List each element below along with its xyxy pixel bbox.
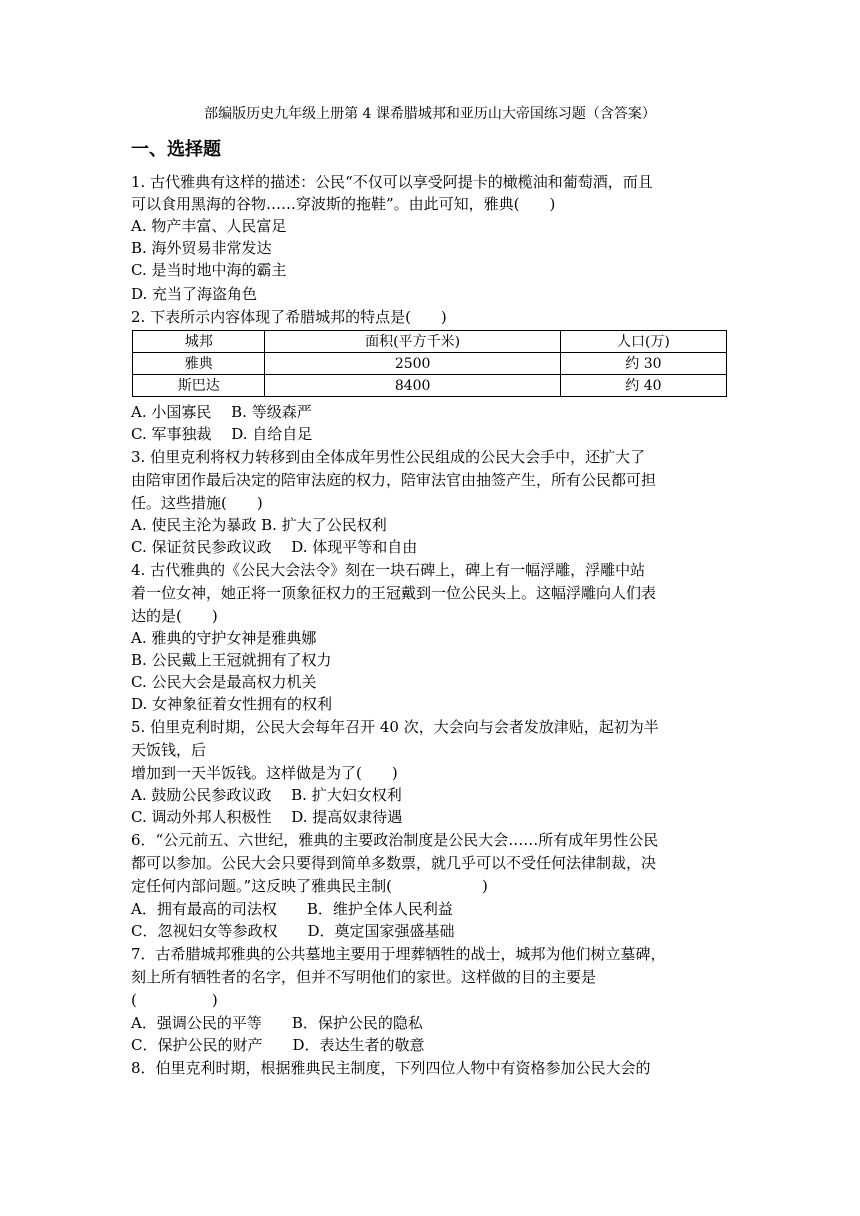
- text-line: 7．古希腊城邦雅典的公共墓地主要用于埋葬牺牲的战士，城邦为他们树立墓碑，: [131, 945, 666, 963]
- text-line: 天饭钱，后: [131, 741, 207, 759]
- text-line: C．保护公民的财产 D．表达生者的敬意: [131, 1036, 425, 1054]
- text-line: 由陪审团作最后决定的陪审法庭的权力，陪审法官由抽签产生，所有公民都可担: [131, 471, 657, 489]
- table-header-cell: 城邦: [133, 331, 265, 353]
- text-line: A. 雅典的守护女神是雅典娜: [131, 629, 317, 647]
- text-line: ( ): [131, 991, 218, 1009]
- text-line: C. 保证贫民参政议政 D. 体现平等和自由: [131, 538, 418, 556]
- text-line: 都可以参加。公民大会只要得到简单多数票，就几乎可以不受任何法律制裁，决: [131, 854, 657, 872]
- text-line: A. 物产丰富、人民富足: [131, 217, 287, 235]
- table-header-cell: 人口(万): [560, 331, 726, 353]
- city-state-table: [132, 330, 727, 397]
- text-line: 着一位女神，她正将一顶象征权力的王冠戴到一位公民头上。这幅浮雕向人们表: [131, 584, 657, 602]
- text-line: C. 军事独裁 D. 自给自足: [131, 425, 313, 443]
- table-cell: 约 40: [560, 375, 726, 397]
- text-line: B. 公民戴上王冠就拥有了权力: [131, 651, 332, 669]
- text-line: A．拥有最高的司法权 B．维护全体人民利益: [131, 900, 453, 918]
- text-line: 刻上所有牺牲者的名字，但并不写明他们的家世。这样做的目的主要是: [131, 968, 597, 986]
- text-line: 2. 下表所示内容体现了希腊城邦的特点是( ): [131, 308, 447, 326]
- text-line: A．强调公民的平等 B．保护公民的隐私: [131, 1014, 423, 1032]
- text-line: C. 公民大会是最高权力机关: [131, 673, 317, 691]
- text-line: 任。这些措施( ): [131, 494, 263, 512]
- text-line: 可以食用黑海的谷物……穿波斯的拖鞋”。由此可知，雅典( ): [131, 195, 556, 213]
- table-row: [133, 375, 727, 397]
- text-line: A. 使民主沦为暴政 B. 扩大了公民权利: [131, 516, 387, 534]
- text-line: 达的是( ): [131, 607, 218, 625]
- table-cell: 约 30: [560, 353, 726, 375]
- text-line: 定任何内部问题。”这反映了雅典民主制( ): [131, 877, 488, 895]
- text-line: C. 调动外邦人积极性 D. 提高奴隶待遇: [131, 808, 403, 826]
- text-line: D. 女神象征着女性拥有的权利: [131, 695, 333, 713]
- table-row: [133, 353, 727, 375]
- table-cell: 8400: [265, 375, 560, 397]
- text-line: B. 海外贸易非常发达: [131, 239, 272, 257]
- table-cell: 2500: [265, 353, 560, 375]
- table-header-row: [133, 331, 727, 353]
- table-cell: 雅典: [133, 353, 265, 375]
- text-line: 1. 古代雅典有这样的描述：公民“不仅可以享受阿提卡的橄榄油和葡萄酒，而且: [131, 173, 653, 191]
- table-header-cell: 面积(平方千米): [265, 331, 560, 353]
- text-line: 4. 古代雅典的《公民大会法令》刻在一块石碑上，碑上有一幅浮雕，浮雕中站: [131, 561, 646, 579]
- table-cell: 斯巴达: [133, 375, 265, 397]
- text-line: 3. 伯里克利将权力转移到由全体成年男性公民组成的公民大会手中，还扩大了: [131, 448, 646, 466]
- text-line: 5. 伯里克利时期，公民大会每年召开 40 次，大会向与会者发放津贴，起初为半: [131, 718, 659, 736]
- text-line: 8．伯里克利时期，根据雅典民主制度，下列四位人物中有资格参加公民大会的: [131, 1059, 651, 1077]
- section-heading: 一、选择题: [131, 139, 221, 160]
- text-line: D. 充当了海盗角色: [131, 285, 258, 303]
- text-line: C. 是当时地中海的霸主: [131, 261, 287, 279]
- text-line: C．忽视妇女等参政权 D．奠定国家强盛基础: [131, 922, 455, 940]
- text-line: 6．“公元前五、六世纪，雅典的主要政治制度是公民大会……所有成年男性公民: [131, 831, 659, 849]
- text-line: A. 鼓励公民参政议政 B. 扩大妇女权利: [131, 786, 402, 804]
- text-line: 增加到一天半饭钱。这样做是为了( ): [131, 764, 398, 782]
- document-title: 部编版历史九年级上册第 4 课希腊城邦和亚历山大帝国练习题（含答案）: [204, 106, 656, 122]
- text-line: A. 小国寡民 B. 等级森严: [131, 403, 312, 421]
